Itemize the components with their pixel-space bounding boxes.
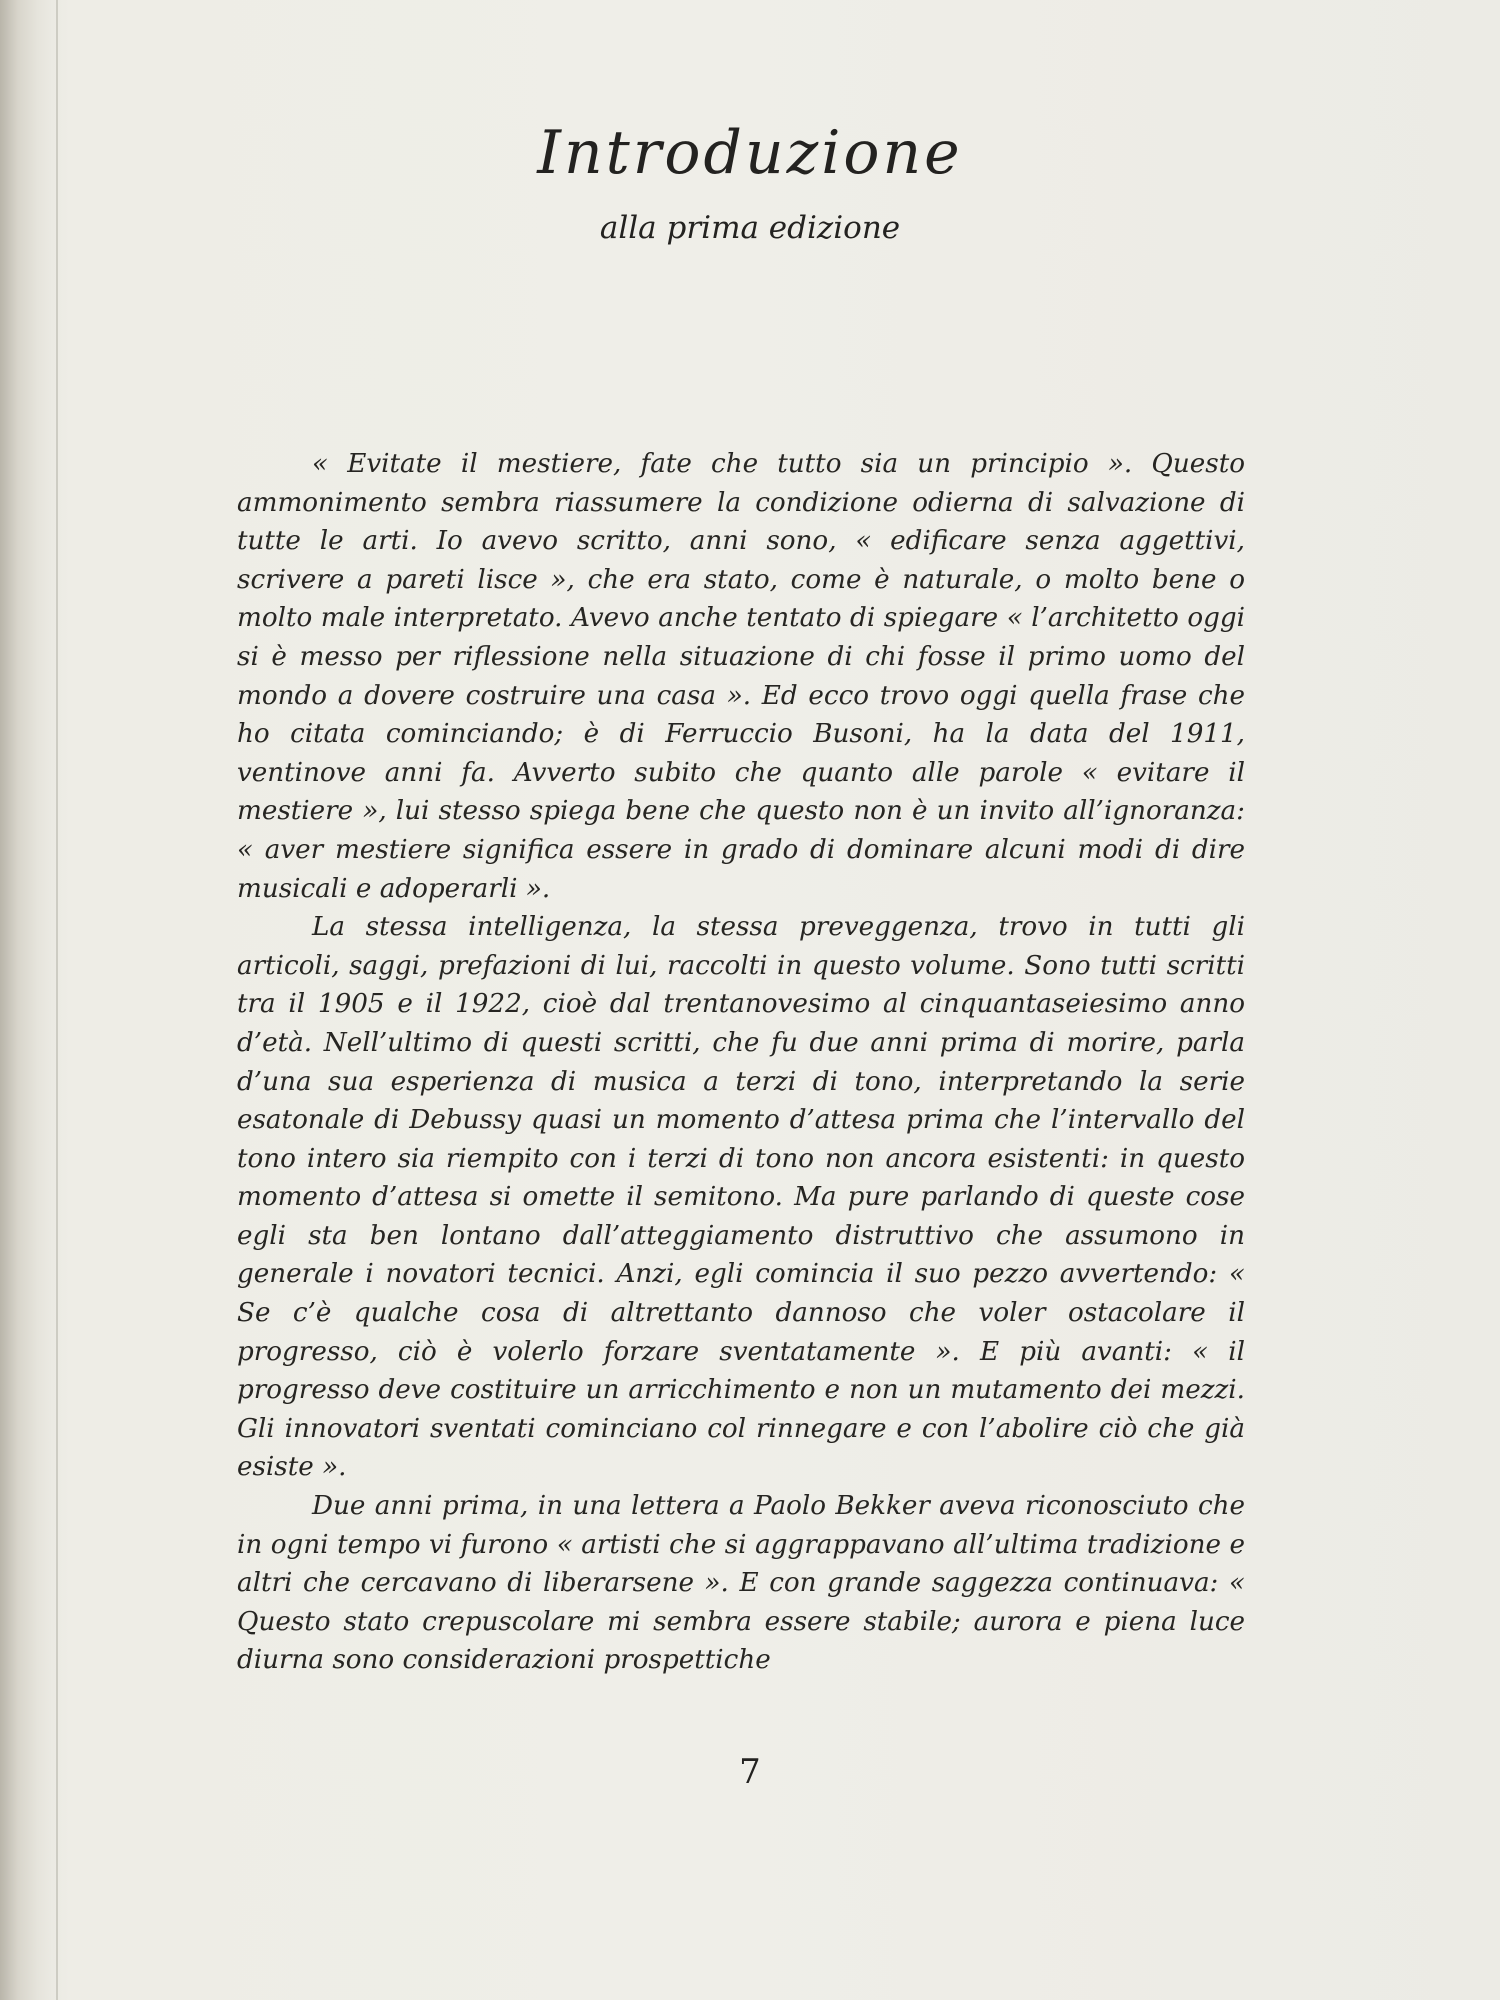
book-gutter (56, 0, 58, 2000)
body-text (237, 445, 1245, 1680)
paragraph-2: La stessa intelligenza, la stessa preveggenza, trovo in tutti gli articoli, saggi, prefazioni di lui, raccolti in questo volume. Sono tutti scritti tra il 1905 e il 1922, cioè dal trentanovesimo al cinquantaseiesimo anno d’età. Nell’ultimo di questi scritti, che fu due anni prima di morire, parla d’una sua esperienza di musica a terzi di tono, interpretando la serie esatonale di Debussy quasi un momento d’attesa prima che l’intervallo del tono intero sia riempito con i terzi di tono non ancora esistenti: in questo momento d’attesa si omette il semitono. Ma pure parlando di queste cose egli sta ben lontano dall’atteggiamento distruttivo che assumono in generale i novatori tecnici. Anzi, egli comincia il suo pezzo avvertendo: « Se c’è qualche cosa di altrettanto dannoso che voler ostacolare il progresso, ciò è volerlo forzare sventatamente ». E più avanti: « il progresso deve costituire un arricchimento e non un mutamento dei mezzi. Gli innovatori sventati cominciano col rinnegare e con l’abolire ciò che già esiste ». (237, 912, 1245, 1483)
page-number: 7 (739, 1752, 761, 1792)
paragraph-1: « Evitate il mestiere, fate che tutto sia un principio ». Questo ammonimento sembra riassumere la condizione odierna di salvazione di tutte le arti. Io avevo scritto, anni sono, « edificare senza aggettivi, scrivere a pareti lisce », che era stato, come è naturale, o molto bene o molto male interpretato. Avevo anche tentato di spiegare « l’architetto oggi si è messo per riflessione nella situazione di chi fosse il primo uomo del mondo a dovere costruire una casa ». Ed ecco trovo oggi quella frase che ho citata cominciando; è di Ferruccio Busoni, ha la data del 1911, ventinove anni fa. Avverto subito che quanto alle parole « evitare il mestiere », lui stesso spiega bene che questo non è un invito all’ignoranza: « aver mestiere significa essere in grado di dominare alcuni modi di dire musicali e adoperarli ». (237, 449, 1245, 904)
paragraph-3: Due anni prima, in una lettera a Paolo Bekker aveva riconosciuto che in ogni tempo vi furono « artisti che si aggrappavano all’ultima tradizione e altri che cercavano di liberarsene ». E con grande saggezza continuava: « Questo stato crepuscolare mi sembra essere stabile; aurora e piena luce diurna sono considerazioni prospettiche (237, 1491, 1245, 1676)
chapter-subtitle: alla prima edizione (599, 210, 901, 246)
chapter-title: Introduzione (537, 118, 963, 188)
